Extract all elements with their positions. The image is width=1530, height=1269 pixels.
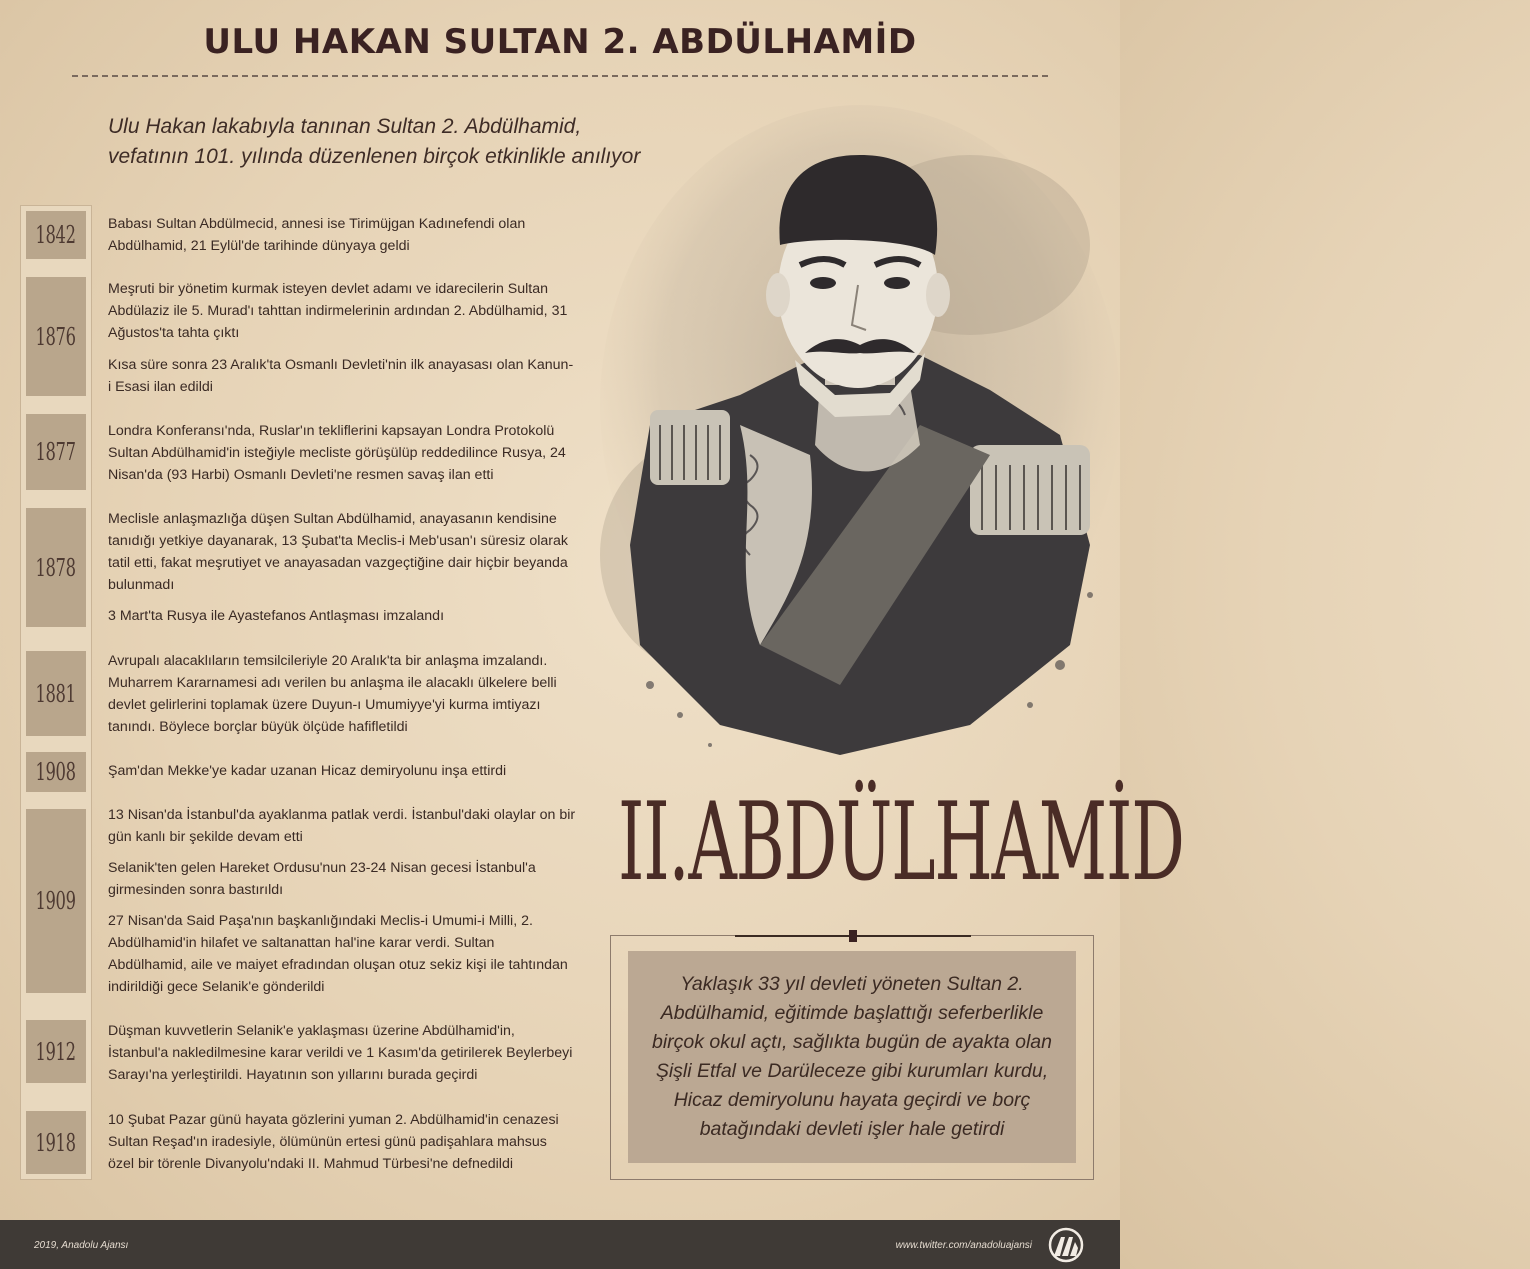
year-box-1912: 1912 xyxy=(26,1020,86,1083)
year-box-1842: 1842 xyxy=(26,211,86,259)
subtitle-line-1: Ulu Hakan lakabıyla tanınan Sultan 2. Abdülhamid, xyxy=(108,115,582,138)
event-1912-1: Düşman kuvvetlerin Selanik'e yaklaşması üzerine Abdülhamid'in, İstanbul'a nakledilmesine karar verildi ve 1 Kasım'da getirilerek Beylerbeyi Sarayı'na yerleştirildi. Hayatının son yıllarını burada geçirdi xyxy=(108,1023,573,1083)
year-box-1876: 1876 xyxy=(26,277,86,396)
footer-copyright: 2019, Anadolu Ajansı xyxy=(34,1240,129,1251)
year-box-1918: 1918 xyxy=(26,1111,86,1174)
event-1909-1: 13 Nisan'da İstanbul'da ayaklanma patlak verdi. İstanbul'daki olaylar on bir gün kanlı bir şekilde devam etti xyxy=(108,807,576,845)
event-1842-1: Babası Sultan Abdülmecid, annesi ise Tirimüjgan Kadınefendi olan Abdülhamid, 21 Eylül'de tarihinde dünyaya geldi xyxy=(108,216,526,254)
event-1918-1: 10 Şubat Pazar günü hayata gözlerini yuman 2. Abdülhamid'in cenazesi Sultan Reşad'ın iradesiyle, ölümünün ertesi günü padişahlara mahsus özel bir törenle Divanyolu'ndaki II. Mahmud Türbesi'ne defnedildi xyxy=(108,1112,559,1172)
title-divider xyxy=(72,75,1048,77)
year-box-1909: 1909 xyxy=(26,809,86,993)
subtitle-line-2: vefatının 101. yılında düzenlenen birçok etkinlikle anılıyor xyxy=(108,145,641,168)
year-box-1877: 1877 xyxy=(26,414,86,490)
event-1878-2: 3 Mart'ta Rusya ile Ayastefanos Antlaşması imzalandı xyxy=(108,608,445,624)
aa-logo-icon xyxy=(1048,1228,1084,1262)
summary-quote: Yaklaşık 33 yıl devleti yöneten Sultan 2. Abdülhamid, eğitimde başlattığı seferberlikle birçok okul açtı, sağlıkta bugün de ayakta olan Şişli Etfal ve Darüleceze gibi kurumları kurdu, Hicaz demiryolunu hayata geçirdi ve borç batağındaki devleti işler hale getirdi xyxy=(628,951,1076,1163)
sultan-portrait xyxy=(590,125,1110,775)
event-1878-1: Meclisle anlaşmazlığa düşen Sultan Abdülhamid, anayasanın kendisine tanıdığı yetkiye dayanarak, 13 Şubat'ta Meclis-i Meb'usan'ı süresiz olarak tatil etti, fakat meşrutiyet ve anayasadan vazgeçtiğine dair hiçbir beyanda bulunmadı xyxy=(108,511,568,593)
event-1876-1: Meşruti bir yönetim kurmak isteyen devlet adamı ve idarecilerin Sultan Abdülaziz ile 5. Murad'ı tahttan indirmelerinin ardından 2. Abdülhamid, 31 Ağustos'ta tahta çıktı xyxy=(108,281,568,341)
event-1909-2: Selanik'ten gelen Hareket Ordusu'nun 23-24 Nisan gecesi İstanbul'a girmesinden sonra bastırıldı xyxy=(108,860,536,898)
event-1881-1: Avrupalı alacaklıların temsilcileriyle 20 Aralık'ta bir anlaşma imzalandı. Muharrem Kararnamesi adı verilen bu anlaşma ile alacaklı ülkelere belli devlet gelirlerini toplamak üzere Duyun-ı Umumiyye'yi kurma imtiyazı tanındı. Böylece borçlar büyük ölçüde hafifletildi xyxy=(108,653,557,735)
quote-ornament xyxy=(849,930,857,942)
year-box-1878: 1878 xyxy=(26,508,86,627)
event-1876-2: Kısa süre sonra 23 Aralık'ta Osmanlı Devleti'nin ilk anayasası olan Kanun-i Esasi ilan edildi xyxy=(108,357,574,395)
big-name-heading: II.ABDÜLHAMİD xyxy=(618,780,1184,905)
event-1909-3: 27 Nisan'da Said Paşa'nın başkanlığındaki Meclis-i Umumi-i Milli, 2. Abdülhamid'in hilafet ve saltanattan hal'ine karar verdi. Sultan Abdülhamid, aile ve maiyet efradından oluşan otuz sekiz kişi ile tahtından indirildiği gece Selanik'e gönderildi xyxy=(108,913,568,995)
event-1908-1: Şam'dan Mekke'ye kadar uzanan Hicaz demiryolunu inşa ettirdi xyxy=(108,763,507,779)
portrait-illustration xyxy=(590,125,1110,775)
year-box-1908: 1908 xyxy=(26,752,86,792)
year-box-1881: 1881 xyxy=(26,651,86,736)
page-title: ULU HAKAN SULTAN 2. ABDÜLHAMİD xyxy=(203,22,917,62)
footer-twitter-link[interactable]: www.twitter.com/anadoluajansi xyxy=(895,1240,1032,1251)
event-1877-1: Londra Konferansı'nda, Ruslar'ın tekliflerini kapsayan Londra Protokolü Sultan Abdülhamid'in isteğiyle mecliste görüşülüp reddedilince Rusya, 24 Nisan'da (93 Harbi) Osmanlı Devleti'ne resmen savaş ilan etti xyxy=(108,423,566,483)
